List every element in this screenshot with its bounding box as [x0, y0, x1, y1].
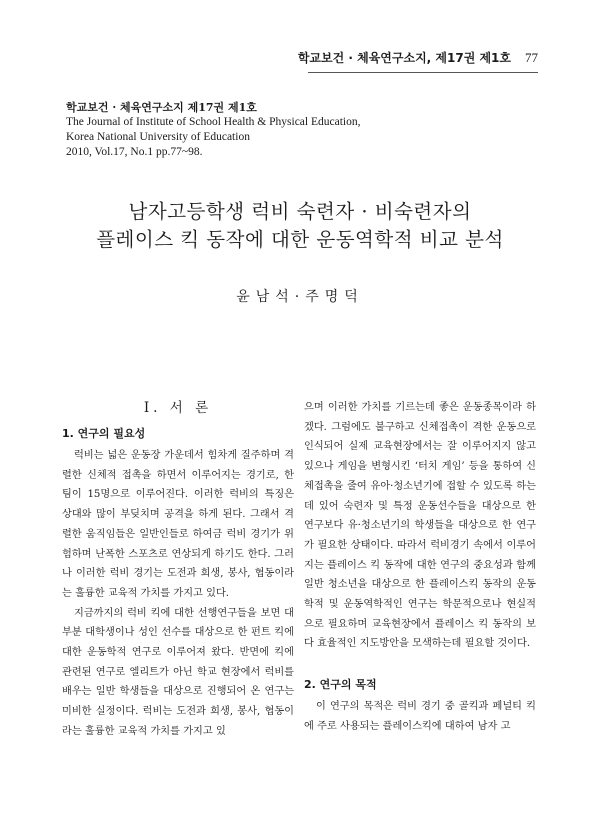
subsection-heading-need: 1. 연구의 필요성 — [62, 427, 146, 440]
running-header-journal: 학교보건 · 체육연구소지, 제17권 제1호 — [297, 51, 511, 65]
paper-title-line2: 플레이스 킥 동작에 대한 운동역학적 비교 분석 — [96, 228, 504, 251]
citation-journal-korean: 학교보건 · 체육연구소지 제17권 제1호 — [66, 101, 257, 114]
header-rule — [308, 72, 538, 73]
running-header — [298, 49, 538, 66]
section-heading-introduction: I. 서 론 — [143, 400, 213, 416]
citation-volume: 2010, Vol.17, No.1 pp.77~98. — [66, 146, 203, 158]
paper-title-line1: 남자고등학생 럭비 숙련자 · 비숙련자의 — [128, 200, 472, 223]
citation-journal-english: The Journal of Institute of School Health & Physical Education, — [66, 116, 361, 128]
citation-block — [66, 100, 360, 160]
subsection-heading-purpose: 2. 연구의 목적 — [304, 678, 377, 692]
spacer — [304, 654, 536, 671]
page-number: 77 — [525, 50, 538, 65]
left-column — [62, 398, 294, 742]
paragraph: 지금까지의 럭비 킥에 대한 선행연구들을 보면 대부분 대학생이나 성인 선수를 대상으로 한 펀트 킥에 대한 운동학적 연구로 이루어져 왔다. 반면에 킥에 관련된 연구로 엘리트가 아닌 학교 현장에서 럭비를 배우는 일반 학생들을 대상으로 진행되어 온 연구는 미비한 실정이다. 럭비는 도전과 희생, 봉사, 협동이라는 훌륭한 교육적 가치를 가지고 있 — [62, 607, 294, 737]
citation-university: Korea National University of Education — [66, 131, 250, 143]
paper-title — [0, 198, 600, 254]
paragraph: 럭비는 넓은 운동장 가운데서 힘차게 질주하며 격렬한 신체적 접촉을 하면서 이루어지는 경기로, 한 팀이 15명으로 이루어진다. 이러한 럭비의 특징은 상대와 많이 부딪치며 공격을 하게 된다. 그래서 격렬한 움직임들은 일반인들로 하여금 럭비 경기가 위험하며 난폭한 스포츠로 연상되게 하기도 한다. 그러나 이러한 럭비 경기는 도전과 희생, 봉사, 협동이라는 훌륭한 교육적 가치를 가지고 있다. — [62, 450, 294, 599]
paragraph: 으며 이러한 가치를 기르는데 좋은 운동종목이라 하겠다. 그럼에도 불구하고 신체접촉이 격한 운동으로 인식되어 실제 교육현장에서는 잘 이루어지지 않고 있으나 게임을 변형시킨 ‘터치 게임’ 등을 통하여 신체접촉을 줄여 유아·청소년기에 접할 수 있도록 하는데 있어 숙련자 및 특정 운동선수들을 대상으로 한 연구보다 유·청소년기의 학생들을 대상으로 한 연구가 필요한 상태이다. 따라서 럭비경기 속에서 이루어지는 플레이스 킥 동작에 대한 연구의 중요성과 함께 일반 청소년을 대상으로 한 플레이스킥 동작의 운동학적 및 운동역학적인 연구는 학문적으로나 현실적으로 필요하며 교육현장에서 플레이스 킥 동작의 보다 효율적인 지도방안을 모색하는데 필요할 것이다. — [304, 402, 536, 650]
right-column — [304, 398, 536, 737]
authors: 윤남석·주명덕 — [236, 289, 364, 305]
paragraph: 이 연구의 목적은 럭비 경기 중 골킥과 페널티 킥에 주로 사용되는 플레이스킥에 대하여 남자 고 — [304, 701, 536, 732]
